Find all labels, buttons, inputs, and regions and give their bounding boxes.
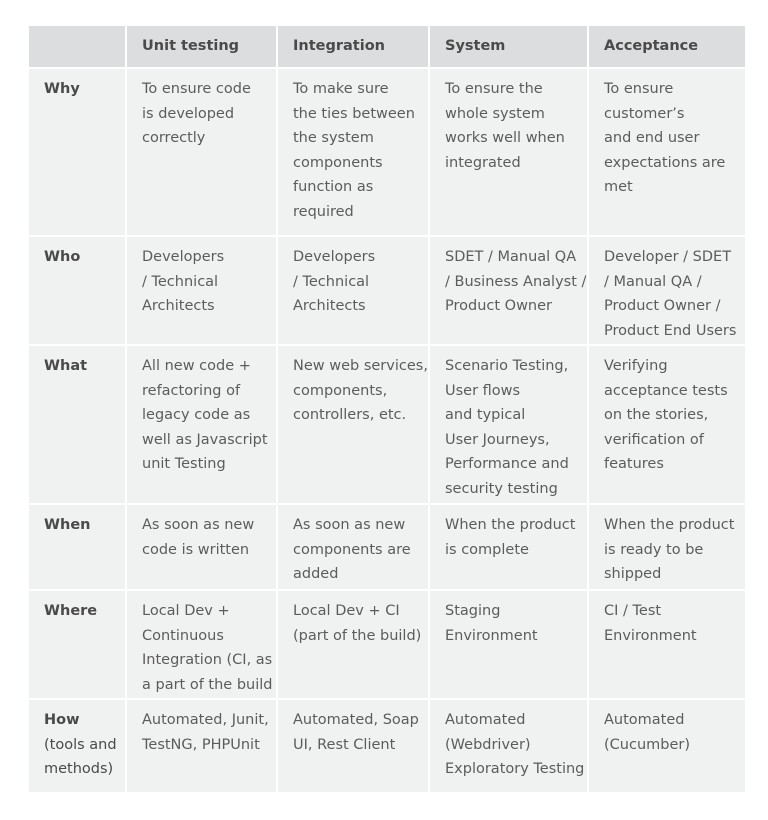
cell-text-line: Product End Users [604,322,737,339]
row-label [28,590,126,699]
cell-text-line: shipped [604,566,662,582]
cell-text-line: / Manual QA / [604,273,702,290]
table-row-who [28,236,746,345]
cell-system [429,590,588,699]
cell-text-line: Developers [142,249,225,265]
cell-text-line: / Technical [293,273,370,290]
cell-text-line: components [293,154,383,171]
cell-text-line: well as Javascript [142,431,268,448]
cell-text-line: (Webdriver) [445,736,531,753]
cell-text-line: As soon as new [293,517,406,533]
table-row-when [28,504,746,590]
row-label [28,504,126,590]
cell-text-line: Automated, Junit, [142,712,269,728]
header-integration: Integration [277,25,429,68]
cell-text-line: Local Dev + [142,603,230,619]
cell-text-line: features [604,456,664,472]
cell-text-line: security testing [445,480,558,497]
header-acceptance: Acceptance [588,25,746,68]
cell-integration [277,345,429,504]
cell-text-line: verification of [604,431,704,448]
cell-text-line: refactoring of [142,382,241,399]
cell-text-line: All new code + [142,358,251,374]
cell-text-line: (part of the build) [293,627,422,644]
cell-acceptance [588,590,746,699]
cell-text-line: To ensure the [445,81,543,97]
cell-unit-testing [126,590,277,699]
cell-text-line: and typical [445,407,526,423]
cell-text-line: controllers, etc. [293,407,407,423]
cell-text-line: legacy code as [142,407,251,423]
cell-text-line: and end user [604,130,700,146]
cell-text-line: customer’s [604,105,685,122]
cell-unit-testing [126,345,277,504]
cell-integration [277,699,429,793]
cell-text-line: To make sure [293,81,389,97]
cell-text-line: To ensure code [142,81,251,97]
row-label [28,699,126,793]
cell-text-line: unit Testing [142,456,226,472]
cell-text-line: on the stories, [604,407,709,423]
cell-integration [277,236,429,345]
cell-text-line: acceptance tests [604,382,728,399]
cell-text-line: Environment [445,627,538,644]
cell-system [429,504,588,590]
cell-system [429,236,588,345]
table-row-how [28,699,746,793]
cell-text-line: (Cucumber) [604,736,691,753]
cell-text-line: Exploratory Testing [445,761,585,777]
cell-text-line: UI, Rest Client [293,736,396,753]
cell-text-line: a part of the build [142,676,273,693]
row-label-text: Who [44,249,81,265]
cell-text-line: Staging [445,603,501,619]
header-system: System [429,25,588,68]
row-sublabel-line: methods) [44,761,114,777]
cell-acceptance [588,504,746,590]
table-row-where [28,590,746,699]
cell-text-line: / Technical [142,273,219,290]
table-row-what [28,345,746,504]
cell-text-line: TestNG, PHPUnit [142,736,260,753]
cell-text-line: code is written [142,541,250,558]
cell-acceptance [588,345,746,504]
cell-text-line: Automated [604,712,685,728]
cell-text-line: Developers [293,249,376,265]
cell-text-line: is developed [142,105,235,122]
cell-text-line: met [604,179,633,195]
cell-text-line: correctly [142,130,206,146]
cell-text-line: Performance and [445,456,569,472]
cell-text-line: the system [293,130,374,146]
cell-text-line: When the product [445,517,576,533]
cell-text-line: Developer / SDET [604,249,732,265]
cell-text-line: Architects [142,298,215,314]
cell-text-line: whole system [445,105,545,122]
cell-text-line: is ready to be [604,541,704,558]
cell-text-line: User flows [445,382,521,399]
cell-text-line: Architects [293,298,366,314]
cell-system [429,345,588,504]
cell-integration [277,68,429,236]
cell-text-line: To ensure [604,81,674,97]
header-row [28,25,746,68]
table-row-why [28,68,746,236]
testing-levels-table [27,24,747,794]
cell-text-line: the ties between [293,105,415,122]
cell-text-line: Verifying [604,358,668,374]
row-label-text: What [44,358,88,374]
cell-unit-testing [126,504,277,590]
cell-text-line: Continuous [142,627,224,644]
cell-text-line: / Business Analyst / [445,273,587,290]
header-corner [28,25,126,68]
cell-acceptance [588,68,746,236]
cell-text-line: User Journeys, [445,431,550,448]
cell-text-line: CI / Test [604,603,662,619]
cell-unit-testing [126,699,277,793]
cell-text-line: expectations are [604,154,726,171]
row-label [28,68,126,236]
cell-system [429,68,588,236]
header-unit-testing: Unit testing [126,25,277,68]
cell-text-line: Integration (CI, as [142,652,273,668]
cell-integration [277,590,429,699]
cell-unit-testing [126,236,277,345]
cell-text-line: is complete [445,541,529,558]
row-label [28,236,126,345]
cell-text-line: components, [293,382,388,399]
cell-text-line: function as [293,179,374,195]
cell-acceptance [588,236,746,345]
cell-integration [277,504,429,590]
row-label-text: Why [44,81,80,97]
cell-text-line: Product Owner / [604,298,721,314]
row-label [28,345,126,504]
cell-text-line: added [293,566,339,582]
row-sublabel-line: (tools and [44,736,117,753]
cell-text-line: SDET / Manual QA [445,249,577,265]
cell-text-line: Environment [604,627,697,644]
row-label-text: When [44,517,91,533]
cell-text-line: Local Dev + CI [293,603,400,619]
cell-text-line: Scenario Testing, [445,358,569,374]
cell-text-line: required [293,203,354,220]
cell-text-line: Automated, Soap [293,712,419,728]
cell-text-line: When the product [604,517,735,533]
row-label-text: How [44,712,80,728]
cell-acceptance [588,699,746,793]
cell-unit-testing [126,68,277,236]
cell-text-line: As soon as new [142,517,255,533]
cell-text-line: components are [293,541,411,558]
cell-system [429,699,588,793]
cell-text-line: integrated [445,154,521,171]
cell-text-line: Product Owner [445,298,553,314]
cell-text-line: works well when [445,130,565,146]
cell-text-line: Automated [445,712,526,728]
cell-text-line: New web services, [293,358,428,374]
row-label-text: Where [44,603,98,619]
